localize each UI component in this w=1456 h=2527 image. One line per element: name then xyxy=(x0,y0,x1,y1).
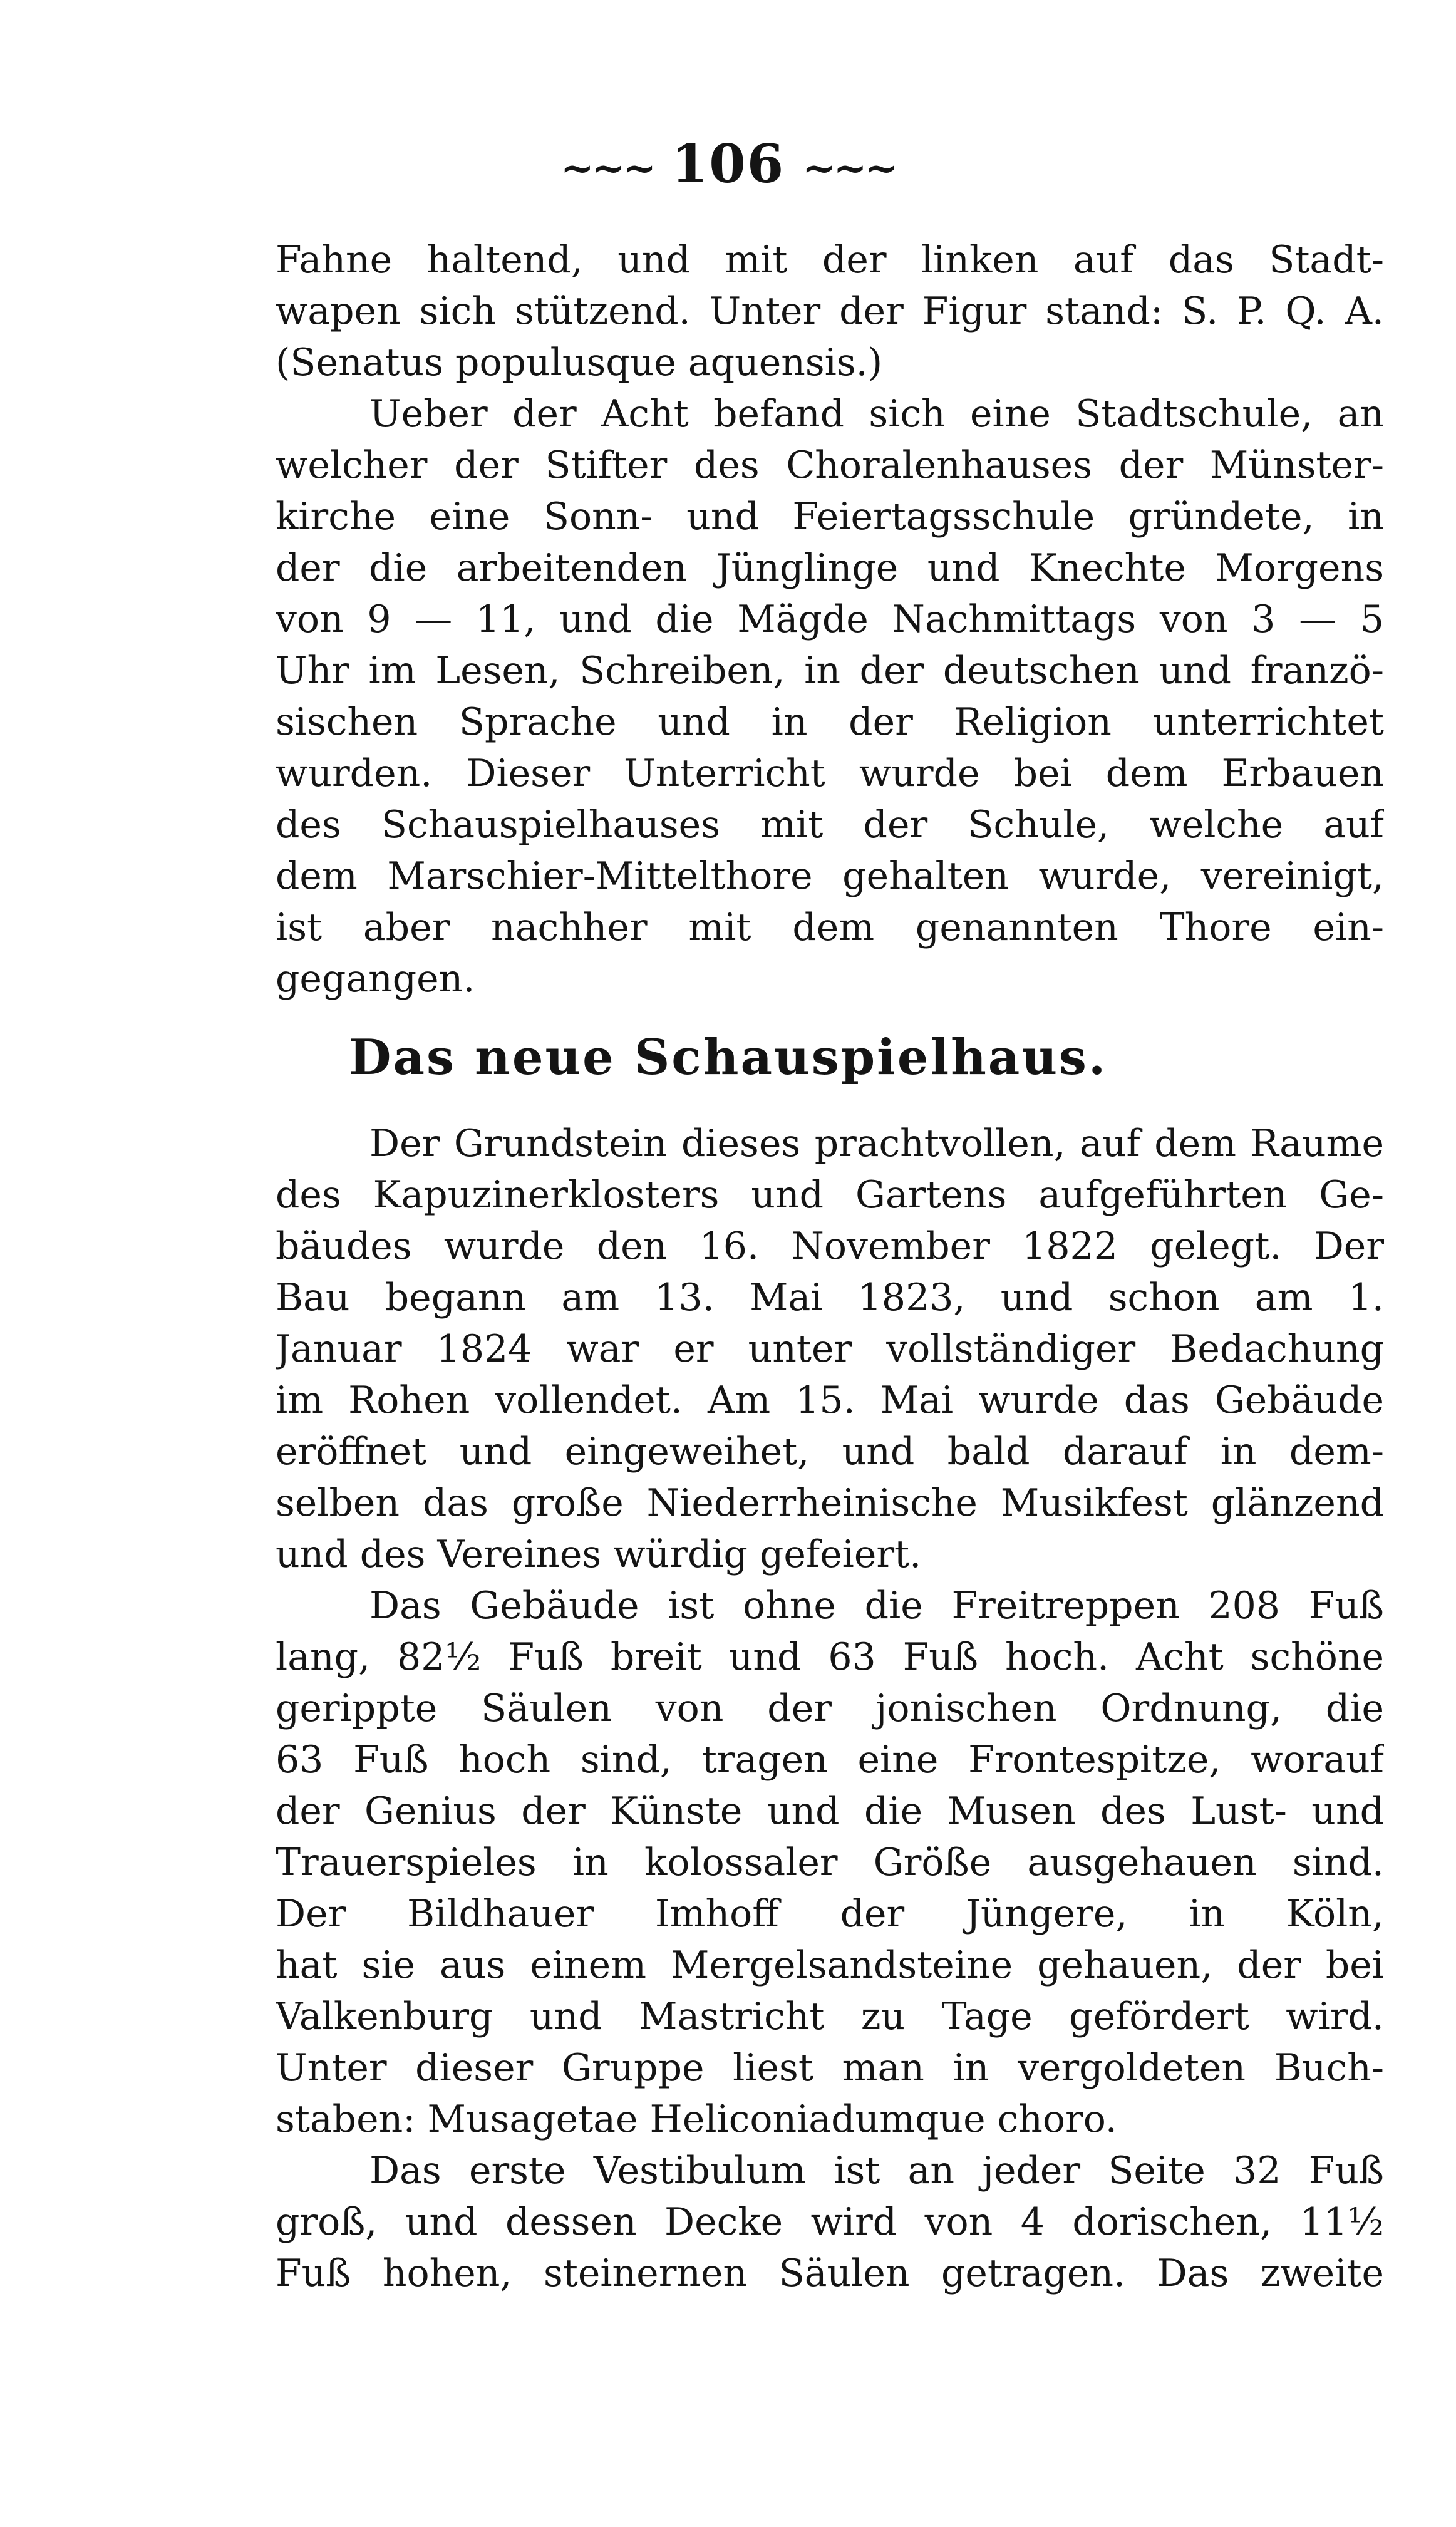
text-line: (Senatus populusque aquensis.) xyxy=(276,341,883,385)
ornament-right: ~~~ xyxy=(802,145,896,192)
text-line: des Kapuzinerklosters und Gartens aufgeführten Ge- xyxy=(276,1173,1384,1217)
text-line: selben das große Niederrheinische Musikfest glänzend xyxy=(276,1481,1384,1525)
text-line: gegangen. xyxy=(276,957,475,1001)
text-line: der die arbeitenden Jünglinge und Knechte Morgens xyxy=(276,546,1384,590)
text-line: Das Gebäude ist ohne die Freitreppen 208 Fuß xyxy=(369,1584,1384,1628)
text-line: sischen Sprache und in der Religion unterrichtet xyxy=(276,700,1384,744)
text-line: kirche eine Sonn- und Feiertagsschule gründete, in xyxy=(276,495,1384,539)
text-line: bäudes wurde den 16. November 1822 gelegt. Der xyxy=(276,1224,1384,1268)
text-line: dem Marschier-Mittelthore gehalten wurde, vereinigt, xyxy=(276,854,1384,898)
text-line: lang, 82½ Fuß breit und 63 Fuß hoch. Acht schöne xyxy=(276,1635,1384,1679)
text-line: Der Bildhauer Imhoff der Jüngere, in Köln, xyxy=(276,1892,1384,1936)
page-number: 106 xyxy=(671,133,785,195)
text-line: Uhr im Lesen, Schreiben, in der deutschen und franzö- xyxy=(276,649,1384,693)
page-header xyxy=(0,133,1456,195)
text-line: staben: Musagetae Heliconiadumque choro. xyxy=(276,2097,1117,2141)
ornament-left: ~~~ xyxy=(560,145,654,192)
text-line: Trauerspieles in kolossaler Größe ausgehauen sind. xyxy=(276,1841,1384,1884)
text-line: Fuß hohen, steinernen Säulen getragen. Das zweite xyxy=(276,2251,1384,2295)
text-line: eröffnet und eingeweihet, und bald darauf in dem- xyxy=(276,1430,1384,1474)
text-line: und des Vereines würdig gefeiert. xyxy=(276,1532,922,1576)
text-line: wurden. Dieser Unterricht wurde bei dem Erbauen xyxy=(276,752,1384,795)
text-line: der Genius der Künste und die Musen des Lust- und xyxy=(276,1789,1384,1833)
text-line: im Rohen vollendet. Am 15. Mai wurde das Gebäude xyxy=(276,1378,1384,1422)
text-line: wapen sich stützend. Unter der Figur stand: S. P. Q. A. xyxy=(276,289,1384,333)
text-line: hat sie aus einem Mergelsandsteine gehauen, der bei xyxy=(276,1943,1384,1987)
text-line: Bau begann am 13. Mai 1823, und schon am 1. xyxy=(276,1276,1384,1320)
text-line: groß, und dessen Decke wird von 4 dorischen, 11½ xyxy=(276,2200,1384,2244)
text-line: Fahne haltend, und mit der linken auf das Stadt- xyxy=(276,238,1384,282)
text-block-2 xyxy=(276,1118,1384,2299)
text-line: welcher der Stifter des Choralenhauses der Münster- xyxy=(276,443,1384,487)
text-line: Der Grundstein dieses prachtvollen, auf dem Raume xyxy=(369,1122,1384,1165)
text-line: Valkenburg und Mastricht zu Tage gefördert wird. xyxy=(276,1995,1384,2039)
text-line: von 9 — 11, und die Mägde Nachmittags von 3 — 5 xyxy=(276,597,1384,641)
text-line: 63 Fuß hoch sind, tragen eine Frontespitze, worauf xyxy=(276,1738,1384,1782)
text-line: Unter dieser Gruppe liest man in vergoldeten Buch- xyxy=(276,2046,1384,2090)
text-line: Januar 1824 war er unter vollständiger Bedachung xyxy=(276,1327,1384,1371)
section-heading: Das neue Schauspielhaus. xyxy=(348,1029,1108,1086)
text-block-1 xyxy=(276,234,1384,1005)
text-line: ist aber nachher mit dem genannten Thore ein- xyxy=(276,906,1384,949)
text-line: Das erste Vestibulum ist an jeder Seite 32 Fuß xyxy=(369,2149,1384,2193)
text-line: Ueber der Acht befand sich eine Stadtschule, an xyxy=(369,392,1384,436)
text-line: des Schauspielhauses mit der Schule, welche auf xyxy=(276,803,1384,847)
text-line: gerippte Säulen von der jonischen Ordnung, die xyxy=(276,1687,1384,1730)
